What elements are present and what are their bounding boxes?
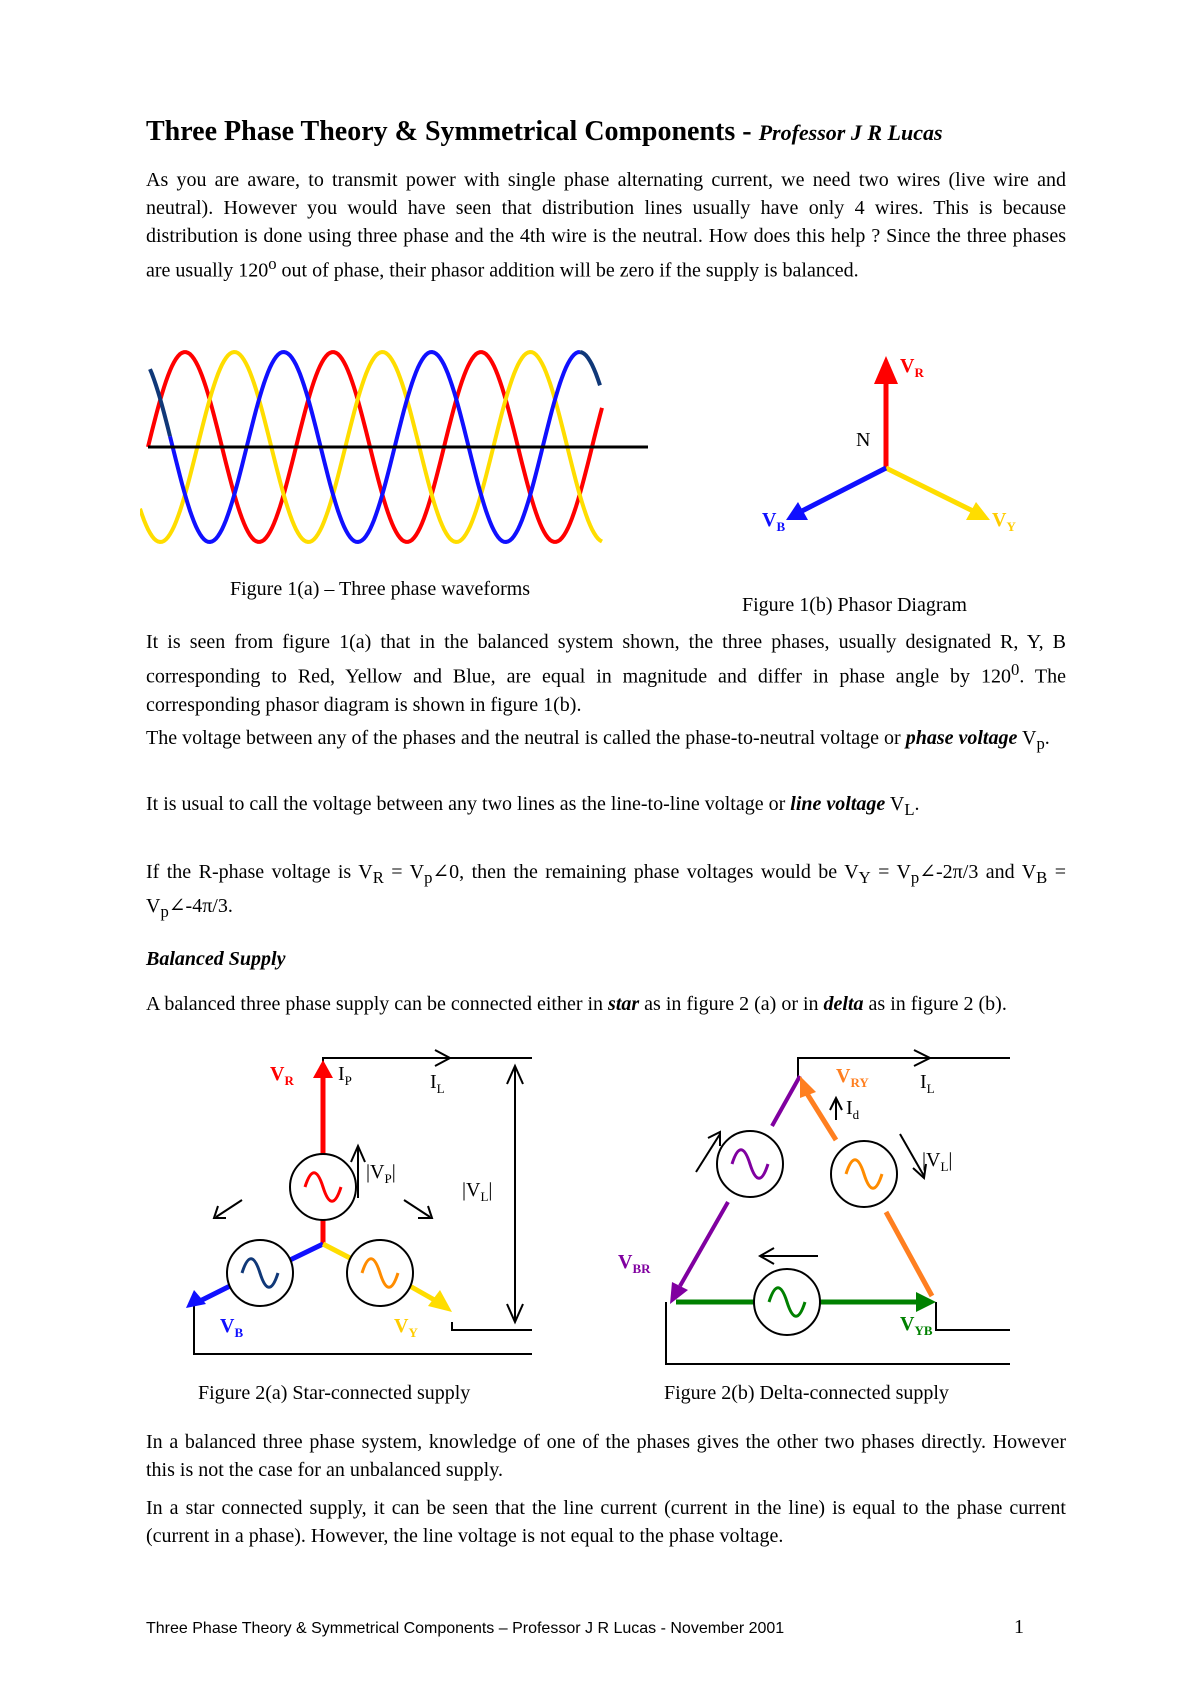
blue-rotation-arrow bbox=[216, 1200, 242, 1217]
delta-line-wire-bottom bbox=[666, 1302, 1010, 1364]
paragraph-star-current: In a star connected supply, it can be seen that the line current (current in the line) is equal to the phase current (current in a phase). However, the line voltage is not equal to the phase voltage. bbox=[146, 1497, 1066, 1547]
para5-sub-3: Y bbox=[858, 868, 871, 887]
vbr-conductor-upper bbox=[772, 1076, 800, 1126]
vbr-conductor-lower bbox=[680, 1202, 728, 1286]
figure-1a-waveforms bbox=[140, 330, 660, 560]
para5-sub-5: B bbox=[1036, 868, 1048, 887]
para4-subscript: L bbox=[904, 800, 915, 819]
figure-2a-star-circuit bbox=[180, 1040, 560, 1370]
delta-line-wire-right bbox=[936, 1302, 1010, 1330]
para6-text-b: as in figure 2 (a) or in bbox=[639, 993, 824, 1015]
blue-phase-conductor-lower bbox=[198, 1285, 232, 1302]
para3-subscript: p bbox=[1036, 734, 1045, 753]
vy-phasor bbox=[886, 468, 975, 512]
paragraph-phase-designation bbox=[146, 628, 1066, 719]
vry-rotation-arrow bbox=[900, 1134, 924, 1176]
paragraph-star-delta bbox=[146, 990, 1066, 1018]
page-title bbox=[146, 116, 1066, 148]
para4-text-b: V bbox=[885, 793, 905, 815]
title-main: Three Phase Theory & Symmetrical Components bbox=[146, 116, 736, 147]
star-vr-label: $V_R$ bbox=[270, 1063, 294, 1088]
title-separator: - bbox=[735, 116, 759, 147]
intro-text-b: out of phase, their phasor addition will be zero if the supply is balanced. bbox=[276, 259, 859, 282]
paragraph-phase-voltages-formula bbox=[146, 858, 1066, 926]
para6-text-c: as in figure 2 (b). bbox=[863, 993, 1007, 1015]
para6-text-a: A balanced three phase supply can be connected either in bbox=[146, 993, 609, 1015]
yellow-rotation-arrow bbox=[404, 1200, 430, 1217]
para5-text-g: ∠-4π/3. bbox=[168, 895, 233, 917]
intro-paragraph bbox=[146, 166, 1066, 285]
para5-text-c: ∠0, then the remaining phase voltages would be V bbox=[432, 861, 859, 883]
page-number: 1 bbox=[1014, 1616, 1024, 1638]
delta-line-wire-top bbox=[798, 1058, 1010, 1080]
figure-1b-phasor-diagram bbox=[750, 350, 1050, 550]
intro-text-a: As you are aware, to transmit power with single phase alternating current, we need two wires (live wire and neutral). However you would have seen that distribution lines usually have only 4 wires. This is because distribution is done using three phase and the 4th wire is the neutral. How does this help ? Since the three phases are usually 120 bbox=[146, 169, 1066, 282]
para5-text-e: ∠-2π/3 and V bbox=[919, 861, 1037, 883]
figure-2b-delta-circuit bbox=[610, 1040, 1020, 1370]
para5-sub-1: R bbox=[372, 868, 384, 887]
vry-label: $V_{RY}$ bbox=[836, 1065, 869, 1090]
para5-text-f: = V bbox=[146, 861, 1066, 917]
figure-2b-caption: Figure 2(b) Delta-connected supply bbox=[664, 1382, 949, 1404]
para3-text-b: V bbox=[1017, 727, 1037, 749]
star-vy-label: $V_Y$ bbox=[394, 1315, 418, 1340]
para6-emphasis-star: star bbox=[608, 993, 640, 1015]
id-label: $I_d$ bbox=[846, 1097, 860, 1122]
intro-degree: o bbox=[268, 254, 277, 273]
vry-conductor-lower bbox=[886, 1212, 932, 1296]
vb-label: $V_B$ bbox=[762, 509, 786, 534]
vyb-label: $V_{YB}$ bbox=[900, 1313, 933, 1338]
delta-vl-magnitude-label: $|V_L|$ bbox=[922, 1149, 953, 1174]
paragraph-phase-voltage bbox=[146, 724, 1066, 758]
para4-text-a: It is usual to call the voltage between any two lines as the line-to-line voltage or bbox=[146, 793, 791, 815]
figure-1a-caption: Figure 1(a) – Three phase waveforms bbox=[230, 578, 531, 600]
para2-text-b: . The corresponding phasor diagram is shown in figure 1(b). bbox=[146, 665, 1066, 716]
star-vl-magnitude-label: $|V_L|$ bbox=[462, 1179, 493, 1204]
para3-text-c: . bbox=[1044, 727, 1050, 749]
para3-emphasis: phase voltage bbox=[905, 727, 1018, 749]
blue-phase-conductor bbox=[290, 1244, 323, 1260]
delta-il-label: $I_L$ bbox=[920, 1071, 935, 1096]
para4-text-c: . bbox=[914, 793, 920, 815]
para4-emphasis: line voltage bbox=[790, 793, 886, 815]
figure-1b-caption: Figure 1(b) Phasor Diagram bbox=[742, 594, 967, 616]
para3-text-a: The voltage between any of the phases and the neutral is called the phase-to-neutral voltage or bbox=[146, 727, 906, 749]
para5-sub-4: p bbox=[910, 868, 920, 887]
para5-text-a: If the R-phase voltage is V bbox=[146, 861, 373, 883]
page-footer: Three Phase Theory & Symmetrical Components – Professor J R Lucas - November 2001 bbox=[146, 1620, 785, 1637]
line-wire-top bbox=[323, 1058, 532, 1062]
vry-conductor-upper bbox=[806, 1092, 836, 1140]
para2-degree: 0 bbox=[1011, 660, 1020, 679]
yellow-phase-conductor bbox=[323, 1244, 350, 1258]
star-il-label: $I_L$ bbox=[430, 1071, 445, 1096]
vr-arrowhead bbox=[874, 356, 898, 384]
neutral-label: N bbox=[856, 429, 871, 451]
vb-phasor bbox=[800, 468, 886, 512]
star-vb-label: $V_B$ bbox=[220, 1315, 244, 1340]
line-wire-right bbox=[452, 1322, 532, 1330]
ip-label: $I_P$ bbox=[338, 1063, 352, 1088]
ip-arrowhead bbox=[313, 1060, 333, 1078]
para5-text-b: = V bbox=[383, 861, 425, 883]
title-author: Professor J R Lucas bbox=[758, 120, 943, 145]
paragraph-line-voltage bbox=[146, 790, 1066, 824]
para6-emphasis-delta: delta bbox=[823, 993, 864, 1015]
paragraph-unbalanced: In a balanced three phase system, knowledge of one of the phases gives the other two phases directly. However this is not the case for an unbalanced supply. bbox=[146, 1431, 1066, 1481]
para5-sub-2: p bbox=[424, 868, 433, 887]
figure-2a-caption: Figure 2(a) Star-connected supply bbox=[198, 1382, 471, 1404]
para5-sub-6: p bbox=[160, 902, 169, 921]
section-heading-balanced-supply: Balanced Supply bbox=[146, 948, 286, 970]
vr-label: $V_R$ bbox=[900, 355, 924, 380]
vy-label: $V_Y$ bbox=[992, 509, 1016, 534]
vp-magnitude-label: $|V_P|$ bbox=[366, 1161, 396, 1186]
para2-text-a: It is seen from figure 1(a) that in the balanced system shown, the three phases, usually designated R, Y, B corresponding to Red, Yellow and Blue, are equal in magnitude and differ in phase angle by 120 bbox=[146, 631, 1066, 688]
para5-text-d: = V bbox=[870, 861, 911, 883]
vbr-label: $V_{BR}$ bbox=[618, 1251, 651, 1276]
